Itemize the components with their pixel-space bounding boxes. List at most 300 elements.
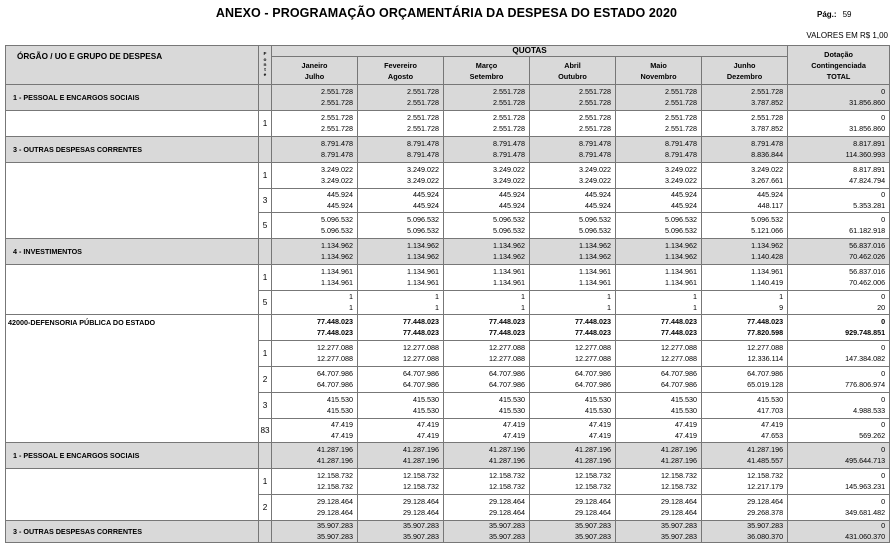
value-top: 41.287.196 bbox=[403, 445, 439, 454]
value-bottom: 41.287.196 bbox=[575, 455, 611, 465]
value-bottom: 12.277.088 bbox=[489, 353, 525, 363]
value-top: 0 bbox=[881, 343, 886, 352]
value-bottom: 1 bbox=[693, 302, 697, 312]
table-row bbox=[6, 419, 890, 443]
value-top: 35.907.283 bbox=[489, 521, 525, 530]
value-bottom: 1.134.961 bbox=[665, 277, 697, 287]
fonte-cell bbox=[259, 521, 272, 543]
header-month-first: Março bbox=[475, 60, 498, 70]
value-top: 8.791.478 bbox=[493, 139, 525, 148]
value-top: 415.530 bbox=[499, 395, 525, 404]
value-bottom: 1.134.961 bbox=[321, 277, 353, 287]
quota-cell bbox=[702, 419, 788, 443]
value-top: 445.924 bbox=[671, 190, 697, 199]
value-bottom: 1 bbox=[349, 302, 353, 312]
value-bottom: 29.268.378 bbox=[747, 507, 784, 517]
value-top: 3.249.022 bbox=[493, 165, 525, 174]
value-bottom: 2.551.728 bbox=[493, 123, 525, 133]
quota-cell bbox=[358, 495, 444, 521]
value-top: 29.128.464 bbox=[489, 497, 525, 506]
table-row bbox=[6, 495, 890, 521]
quota-cell bbox=[702, 85, 788, 111]
quota-cell bbox=[444, 443, 530, 469]
empty-label-cell bbox=[6, 189, 259, 213]
value-top: 56.837.016 bbox=[849, 241, 886, 250]
value-top: 29.128.464 bbox=[747, 497, 784, 506]
total-cell bbox=[788, 367, 890, 393]
fonte-cell: 1 bbox=[259, 163, 272, 189]
value-bottom: 445.924 bbox=[413, 200, 439, 210]
value-bottom: 1.140.428 bbox=[751, 251, 784, 261]
value-bottom: 12.158.732 bbox=[661, 481, 697, 491]
quota-cell bbox=[530, 163, 616, 189]
value-top: 415.530 bbox=[585, 395, 611, 404]
value-bottom: 41.287.196 bbox=[317, 455, 353, 465]
quota-cell bbox=[616, 341, 702, 367]
table-row bbox=[6, 521, 890, 543]
value-top: 0 bbox=[881, 521, 886, 530]
total-cell bbox=[788, 469, 890, 495]
value-bottom: 12.277.088 bbox=[575, 353, 611, 363]
fonte-cell bbox=[259, 443, 272, 469]
value-bottom: 12.277.088 bbox=[661, 353, 697, 363]
header-month-first: Janeiro bbox=[301, 60, 328, 70]
quota-cell bbox=[616, 265, 702, 291]
value-bottom: 35.907.283 bbox=[575, 531, 611, 541]
value-top: 12.158.732 bbox=[317, 471, 353, 480]
value-bottom: 8.791.478 bbox=[321, 149, 353, 159]
fonte-cell: 1 bbox=[259, 341, 272, 367]
quota-cell bbox=[530, 213, 616, 239]
value-bottom: 8.791.478 bbox=[493, 149, 525, 159]
quota-cell bbox=[702, 111, 788, 137]
value-top: 1 bbox=[521, 292, 525, 301]
fonte-cell: 83 bbox=[259, 419, 272, 443]
total-cell bbox=[788, 341, 890, 367]
quota-cell bbox=[358, 265, 444, 291]
quota-cell bbox=[272, 521, 358, 543]
total-cell bbox=[788, 85, 890, 111]
value-top: 64.707.986 bbox=[489, 369, 525, 378]
value-bottom: 2.551.728 bbox=[407, 97, 439, 107]
value-bottom: 415.530 bbox=[671, 405, 697, 415]
quota-cell bbox=[616, 239, 702, 265]
quota-cell bbox=[444, 189, 530, 213]
value-top: 445.924 bbox=[499, 190, 525, 199]
table-row bbox=[6, 111, 890, 137]
value-bottom: 12.336.114 bbox=[747, 353, 784, 363]
quota-cell bbox=[358, 239, 444, 265]
empty-label-cell bbox=[6, 341, 259, 367]
value-top: 29.128.464 bbox=[403, 497, 439, 506]
value-bottom: 495.644.713 bbox=[845, 455, 886, 465]
quota-cell bbox=[358, 521, 444, 543]
value-bottom: 3.249.022 bbox=[321, 175, 353, 185]
table-row bbox=[6, 341, 890, 367]
header-month-3 bbox=[530, 57, 616, 85]
quota-cell bbox=[358, 367, 444, 393]
quota-cell bbox=[272, 315, 358, 341]
budget-table bbox=[5, 45, 890, 543]
quota-cell bbox=[530, 469, 616, 495]
quota-cell bbox=[530, 443, 616, 469]
value-top: 77.448.023 bbox=[403, 317, 439, 326]
header-month-second: Dezembro bbox=[726, 71, 763, 81]
value-top: 47.419 bbox=[331, 420, 353, 429]
quota-cell bbox=[616, 419, 702, 443]
quota-cell bbox=[616, 469, 702, 495]
value-top: 3.249.022 bbox=[579, 165, 611, 174]
value-top: 64.707.986 bbox=[317, 369, 353, 378]
value-top: 0 bbox=[881, 497, 886, 506]
empty-label-cell bbox=[6, 291, 259, 315]
fonte-cell: 1 bbox=[259, 111, 272, 137]
value-top: 5.096.532 bbox=[407, 215, 439, 224]
value-top: 1 bbox=[435, 292, 439, 301]
value-bottom: 417.703 bbox=[757, 405, 784, 415]
value-bottom: 5.121.066 bbox=[751, 225, 784, 235]
value-top: 2.551.728 bbox=[751, 87, 784, 96]
quota-cell bbox=[272, 469, 358, 495]
value-top: 415.530 bbox=[413, 395, 439, 404]
value-top: 5.096.532 bbox=[493, 215, 525, 224]
value-bottom: 349.681.482 bbox=[845, 507, 886, 517]
value-bottom: 64.707.986 bbox=[575, 379, 611, 389]
value-bottom: 61.182.918 bbox=[849, 225, 886, 235]
header-dotacao-line2: Contingenciada bbox=[811, 60, 866, 70]
value-bottom: 5.096.532 bbox=[321, 225, 353, 235]
table-row bbox=[6, 85, 890, 111]
value-top: 77.448.023 bbox=[317, 317, 353, 326]
quota-cell bbox=[702, 443, 788, 469]
quota-cell bbox=[702, 341, 788, 367]
value-bottom: 47.419 bbox=[503, 430, 525, 440]
table-row bbox=[6, 315, 890, 341]
total-cell bbox=[788, 291, 890, 315]
value-top: 77.448.023 bbox=[661, 317, 697, 326]
quota-cell bbox=[616, 495, 702, 521]
value-bottom: 64.707.986 bbox=[403, 379, 439, 389]
value-top: 1.134.962 bbox=[665, 241, 697, 250]
total-cell bbox=[788, 213, 890, 239]
value-top: 1.134.962 bbox=[493, 241, 525, 250]
value-bottom: 35.907.283 bbox=[317, 531, 353, 541]
value-bottom: 29.128.464 bbox=[489, 507, 525, 517]
value-bottom: 114.360.993 bbox=[845, 149, 886, 159]
value-top: 415.530 bbox=[327, 395, 353, 404]
value-top: 8.817.891 bbox=[853, 165, 886, 174]
quota-cell bbox=[702, 495, 788, 521]
value-top: 1.134.962 bbox=[751, 241, 784, 250]
value-top: 12.158.732 bbox=[747, 471, 784, 480]
value-bottom: 12.217.179 bbox=[747, 481, 784, 491]
value-bottom: 2.551.728 bbox=[321, 97, 353, 107]
quota-cell bbox=[444, 291, 530, 315]
value-bottom: 2.551.728 bbox=[493, 97, 525, 107]
total-cell bbox=[788, 393, 890, 419]
table-row bbox=[6, 367, 890, 393]
fonte-cell bbox=[259, 85, 272, 111]
quota-cell bbox=[530, 137, 616, 163]
value-bottom: 1 bbox=[607, 302, 611, 312]
header-month-first: Maio bbox=[650, 60, 667, 70]
quota-cell bbox=[616, 163, 702, 189]
quota-cell bbox=[530, 419, 616, 443]
value-bottom: 415.530 bbox=[499, 405, 525, 415]
value-top: 415.530 bbox=[757, 395, 784, 404]
value-bottom: 2.551.728 bbox=[579, 97, 611, 107]
empty-label-cell bbox=[6, 393, 259, 419]
value-bottom: 35.907.283 bbox=[489, 531, 525, 541]
value-top: 41.287.196 bbox=[575, 445, 611, 454]
fonte-cell: 3 bbox=[259, 189, 272, 213]
value-top: 1 bbox=[349, 292, 353, 301]
value-top: 1.134.962 bbox=[407, 241, 439, 250]
quota-cell bbox=[702, 213, 788, 239]
total-cell bbox=[788, 495, 890, 521]
value-bottom: 8.791.478 bbox=[407, 149, 439, 159]
total-cell bbox=[788, 189, 890, 213]
quota-cell bbox=[272, 393, 358, 419]
value-top: 2.551.728 bbox=[321, 113, 353, 122]
value-top: 5.096.532 bbox=[665, 215, 697, 224]
quota-cell bbox=[616, 521, 702, 543]
quota-cell bbox=[358, 213, 444, 239]
value-top: 0 bbox=[881, 317, 886, 326]
value-bottom: 415.530 bbox=[327, 405, 353, 415]
empty-label-cell bbox=[6, 469, 259, 495]
empty-label-cell bbox=[6, 419, 259, 443]
value-bottom: 29.128.464 bbox=[661, 507, 697, 517]
quota-cell bbox=[358, 137, 444, 163]
quota-cell bbox=[702, 367, 788, 393]
value-bottom: 5.353.281 bbox=[853, 200, 886, 210]
value-top: 2.551.728 bbox=[321, 87, 353, 96]
value-top: 12.158.732 bbox=[575, 471, 611, 480]
quota-cell bbox=[530, 239, 616, 265]
value-bottom: 1.140.419 bbox=[751, 277, 784, 287]
value-bottom: 41.287.196 bbox=[489, 455, 525, 465]
value-bottom: 3.787.852 bbox=[751, 123, 784, 133]
total-cell bbox=[788, 443, 890, 469]
expense-group-label: 3 - OUTRAS DESPESAS CORRENTES bbox=[6, 521, 259, 543]
quota-cell bbox=[444, 367, 530, 393]
quota-cell bbox=[702, 189, 788, 213]
quota-cell bbox=[444, 111, 530, 137]
quota-cell bbox=[616, 111, 702, 137]
value-top: 1.134.961 bbox=[321, 267, 353, 276]
value-bottom: 70.462.026 bbox=[849, 251, 886, 261]
value-bottom: 12.158.732 bbox=[575, 481, 611, 491]
quota-cell bbox=[272, 341, 358, 367]
quota-cell bbox=[702, 315, 788, 341]
fonte-cell bbox=[259, 239, 272, 265]
value-top: 35.907.283 bbox=[403, 521, 439, 530]
value-bottom: 3.787.852 bbox=[751, 97, 784, 107]
quota-cell bbox=[530, 291, 616, 315]
value-bottom: 3.249.022 bbox=[407, 175, 439, 185]
value-bottom: 20 bbox=[877, 302, 886, 312]
quota-cell bbox=[358, 85, 444, 111]
value-bottom: 12.158.732 bbox=[317, 481, 353, 491]
empty-label-cell bbox=[6, 163, 259, 189]
header-month-second: Outubro bbox=[558, 71, 587, 81]
quota-cell bbox=[616, 189, 702, 213]
header-month-second: Novembro bbox=[640, 71, 677, 81]
value-bottom: 77.448.023 bbox=[403, 327, 439, 337]
value-bottom: 1.134.962 bbox=[579, 251, 611, 261]
header-dotacao-line1: Dotação bbox=[824, 49, 853, 59]
total-cell bbox=[788, 419, 890, 443]
value-bottom: 1.134.961 bbox=[579, 277, 611, 287]
total-cell bbox=[788, 521, 890, 543]
table-row bbox=[6, 213, 890, 239]
quota-cell bbox=[530, 495, 616, 521]
value-top: 3.249.022 bbox=[407, 165, 439, 174]
table-row bbox=[6, 239, 890, 265]
expense-group-label: 1 - PESSOAL E ENCARGOS SOCIAIS bbox=[6, 85, 259, 111]
quota-cell bbox=[358, 419, 444, 443]
quota-cell bbox=[530, 111, 616, 137]
header-month-4 bbox=[616, 57, 702, 85]
expense-group-label: 1 - PESSOAL E ENCARGOS SOCIAIS bbox=[6, 443, 259, 469]
quota-cell bbox=[530, 521, 616, 543]
value-top: 12.277.088 bbox=[489, 343, 525, 352]
value-top: 47.419 bbox=[503, 420, 525, 429]
page-label: Pág.: bbox=[817, 10, 837, 19]
value-bottom: 47.824.794 bbox=[849, 175, 886, 185]
fonte-cell bbox=[259, 315, 272, 341]
table-row bbox=[6, 163, 890, 189]
value-bottom: 1 bbox=[521, 302, 525, 312]
quota-cell bbox=[444, 265, 530, 291]
value-bottom: 47.419 bbox=[331, 430, 353, 440]
value-top: 0 bbox=[881, 369, 886, 378]
header-month-1 bbox=[358, 57, 444, 85]
value-top: 0 bbox=[881, 190, 886, 199]
value-bottom: 47.419 bbox=[675, 430, 697, 440]
value-bottom: 147.384.082 bbox=[845, 353, 886, 363]
quota-cell bbox=[530, 189, 616, 213]
value-top: 0 bbox=[881, 87, 886, 96]
value-bottom: 415.530 bbox=[585, 405, 611, 415]
value-top: 77.448.023 bbox=[575, 317, 611, 326]
fonte-cell: 5 bbox=[259, 213, 272, 239]
quota-cell bbox=[444, 469, 530, 495]
value-bottom: 1.134.962 bbox=[321, 251, 353, 261]
value-bottom: 3.249.022 bbox=[665, 175, 697, 185]
value-bottom: 445.924 bbox=[671, 200, 697, 210]
table-row bbox=[6, 443, 890, 469]
value-top: 29.128.464 bbox=[575, 497, 611, 506]
header-fonte bbox=[259, 46, 272, 85]
quota-cell bbox=[530, 265, 616, 291]
value-bottom: 3.267.661 bbox=[751, 175, 784, 185]
value-bottom: 4.988.533 bbox=[853, 405, 886, 415]
quota-cell bbox=[616, 315, 702, 341]
quota-cell bbox=[444, 393, 530, 419]
value-bottom: 5.096.532 bbox=[407, 225, 439, 235]
value-bottom: 2.551.728 bbox=[665, 97, 697, 107]
table-row bbox=[6, 189, 890, 213]
total-cell bbox=[788, 163, 890, 189]
total-cell bbox=[788, 111, 890, 137]
value-bottom: 776.806.974 bbox=[845, 379, 886, 389]
value-top: 0 bbox=[881, 215, 886, 224]
value-top: 41.287.196 bbox=[317, 445, 353, 454]
value-top: 12.277.088 bbox=[403, 343, 439, 352]
value-top: 1 bbox=[779, 292, 784, 301]
value-top: 1 bbox=[693, 292, 697, 301]
quota-cell bbox=[358, 315, 444, 341]
value-top: 41.287.196 bbox=[661, 445, 697, 454]
org-unit-label: 42000-DEFENSORIA PÚBLICA DO ESTADO bbox=[6, 315, 259, 341]
value-top: 12.158.732 bbox=[489, 471, 525, 480]
value-bottom: 65.019.128 bbox=[747, 379, 784, 389]
value-top: 47.419 bbox=[417, 420, 439, 429]
quota-cell bbox=[358, 443, 444, 469]
value-bottom: 64.707.986 bbox=[489, 379, 525, 389]
currency-note: VALORES EM R$ 1,00 bbox=[806, 31, 888, 40]
quota-cell bbox=[272, 291, 358, 315]
value-bottom: 1 bbox=[435, 302, 439, 312]
quota-cell bbox=[444, 419, 530, 443]
quota-cell bbox=[444, 521, 530, 543]
report-title: ANEXO - PROGRAMAÇÃO ORÇAMENTÁRIA DA DESPESA DO ESTADO 2020 bbox=[215, 6, 678, 20]
value-top: 35.907.283 bbox=[747, 521, 784, 530]
value-top: 2.551.728 bbox=[579, 87, 611, 96]
table-row bbox=[6, 469, 890, 495]
value-top: 0 bbox=[881, 445, 886, 454]
page-indicator bbox=[817, 10, 851, 19]
value-top: 2.551.728 bbox=[579, 113, 611, 122]
value-bottom: 29.128.464 bbox=[403, 507, 439, 517]
value-top: 3.249.022 bbox=[751, 165, 784, 174]
value-top: 8.791.478 bbox=[579, 139, 611, 148]
value-bottom: 9 bbox=[779, 302, 784, 312]
value-top: 2.551.728 bbox=[493, 113, 525, 122]
quota-cell bbox=[272, 419, 358, 443]
quota-cell bbox=[616, 137, 702, 163]
value-bottom: 5.096.532 bbox=[493, 225, 525, 235]
header-fonte-text: F o n t e bbox=[263, 52, 267, 79]
value-top: 8.791.478 bbox=[665, 139, 697, 148]
value-bottom: 445.924 bbox=[499, 200, 525, 210]
quota-cell bbox=[272, 163, 358, 189]
value-top: 35.907.283 bbox=[317, 521, 353, 530]
value-top: 64.707.986 bbox=[747, 369, 784, 378]
quota-cell bbox=[530, 315, 616, 341]
value-bottom: 3.249.022 bbox=[579, 175, 611, 185]
header-month-second: Agosto bbox=[387, 71, 414, 81]
value-bottom: 448.117 bbox=[757, 200, 784, 210]
value-bottom: 1.134.961 bbox=[407, 277, 439, 287]
value-top: 64.707.986 bbox=[575, 369, 611, 378]
value-bottom: 2.551.728 bbox=[665, 123, 697, 133]
value-bottom: 3.249.022 bbox=[493, 175, 525, 185]
quota-cell bbox=[702, 137, 788, 163]
value-top: 64.707.986 bbox=[661, 369, 697, 378]
quota-cell bbox=[616, 291, 702, 315]
header-month-first: Abril bbox=[564, 60, 581, 70]
value-bottom: 445.924 bbox=[327, 200, 353, 210]
quota-cell bbox=[272, 85, 358, 111]
header-month-second: Julho bbox=[304, 71, 325, 81]
value-top: 2.551.728 bbox=[407, 113, 439, 122]
fonte-cell: 3 bbox=[259, 393, 272, 419]
value-bottom: 64.707.986 bbox=[317, 379, 353, 389]
value-top: 0 bbox=[881, 395, 886, 404]
